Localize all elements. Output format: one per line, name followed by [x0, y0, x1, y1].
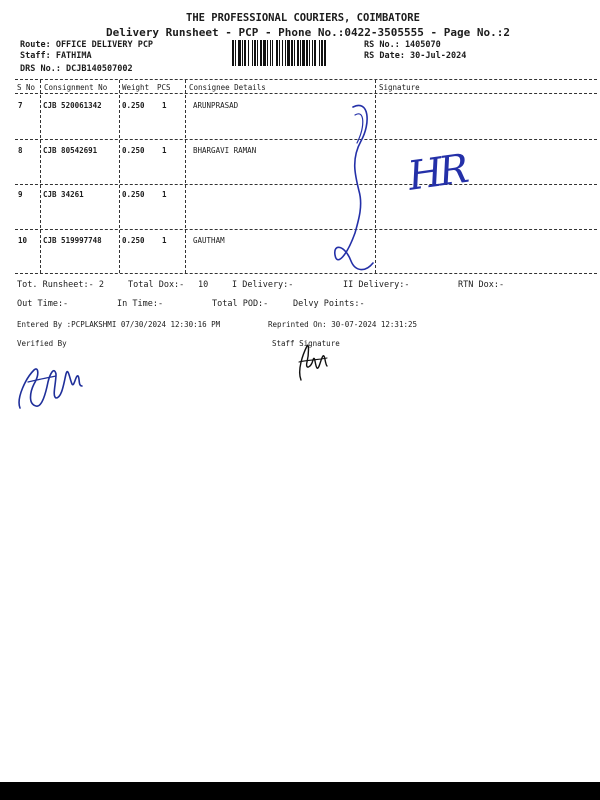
barcode-bar [285, 40, 286, 66]
barcode-bar [297, 40, 299, 66]
barcode-bar [272, 40, 273, 66]
row-pcs: 1 [162, 236, 167, 245]
barcode-bar [276, 40, 278, 66]
col-header-consignee: Consignee Details [189, 83, 266, 92]
reprinted-on: Reprinted On: 30-07-2024 12:31:25 [268, 320, 418, 329]
barcode-bar [321, 40, 323, 66]
ii-delivery: II Delivery:- [343, 280, 410, 290]
handwritten-bracket-mark [325, 95, 385, 280]
barcode-bar [260, 40, 262, 66]
col-header-weight: Weight [122, 83, 150, 92]
row-rule [15, 139, 597, 140]
total-pod: Total POD:- [212, 299, 269, 309]
barcode-bar [279, 40, 280, 66]
rtn-dox: RTN Dox:- [458, 280, 505, 290]
scan-edge-bar [0, 782, 600, 800]
table-top-rule [15, 79, 597, 80]
barcode-bar [235, 40, 236, 66]
barcode-bar [312, 40, 313, 66]
staff-signature-mark [293, 340, 333, 385]
delvy-points: Delvy Points:- [293, 299, 365, 309]
verified-by-signature [12, 352, 92, 414]
barcode-bar [314, 40, 316, 66]
handwritten-initials: HR [405, 146, 468, 200]
barcode-bar [242, 40, 243, 66]
barcode-bar [324, 40, 326, 66]
drs-number: DRS No.: DCJB140507002 [20, 64, 133, 74]
row-consignment: CJB 519997748 [43, 236, 102, 245]
col-header-consignment: Consignment No [44, 83, 108, 92]
row-weight: 0.250 [122, 236, 145, 245]
table-bottom-rule [15, 273, 597, 274]
runsheet-subtitle: Delivery Runsheet - PCP - Phone No.:0422-3505555 - Page No.:2 [106, 26, 510, 39]
barcode-bar [232, 40, 234, 66]
barcode-bar [244, 40, 246, 66]
row-rule [15, 184, 597, 185]
tot-runsheet: Tot. Runsheet:- 2 [17, 280, 104, 290]
barcode-bar [252, 40, 253, 66]
row-sno: 7 [18, 101, 23, 110]
row-rule [15, 229, 597, 230]
row-consignee: BHARGAVI RAMAN [193, 146, 257, 155]
staff-label: Staff: FATHIMA [20, 51, 92, 61]
barcode-bar [254, 40, 256, 66]
row-consignee: GAUTHAM [193, 236, 225, 245]
row-pcs: 1 [162, 101, 167, 110]
col-header-sno: S No [17, 83, 36, 92]
barcode-bar [306, 40, 308, 66]
i-delivery: I Delivery:- [232, 280, 294, 290]
col-header-signature: Signature [379, 83, 420, 92]
out-time: Out Time:- [17, 299, 69, 309]
staff-signature-label: Staff Signature [272, 339, 340, 348]
barcode-bar [248, 40, 249, 66]
row-pcs: 1 [162, 146, 167, 155]
row-weight: 0.250 [122, 190, 145, 199]
table-header-rule [15, 93, 597, 94]
barcode-bar [319, 40, 320, 66]
row-consignment: CJB 520061342 [43, 101, 102, 110]
row-consignment: CJB 80542691 [43, 146, 98, 155]
barcode-bar [294, 40, 295, 66]
barcode-graphic [232, 40, 357, 66]
barcode-bar [257, 40, 258, 66]
barcode-image [232, 40, 357, 66]
entered-by: Entered By :PCPLAKSHMI 07/30/2024 12:30:16 PM [17, 320, 221, 329]
in-time: In Time:- [117, 299, 164, 309]
barcode-bar [270, 40, 271, 66]
barcode-bar [291, 40, 293, 66]
route-label: Route: OFFICE DELIVERY PCP [20, 40, 154, 50]
row-sno: 8 [18, 146, 23, 155]
row-consignment: CJB 34261 [43, 190, 84, 199]
barcode-bar [300, 40, 301, 66]
barcode-bar [287, 40, 290, 66]
barcode-bar [309, 40, 310, 66]
row-sno: 9 [18, 190, 23, 199]
company-name: THE PROFESSIONAL COURIERS, COIMBATORE [186, 12, 420, 24]
col-divider-weight [185, 80, 186, 273]
col-header-pcs: PCS [157, 83, 171, 92]
barcode-bar [267, 40, 268, 66]
rs-number: RS No.: 1405070 [364, 40, 441, 50]
verified-by-label: Verified By [17, 339, 67, 348]
row-pcs: 1 [162, 190, 167, 199]
row-consignee: ARUNPRASAD [193, 101, 239, 110]
barcode-bar [282, 40, 283, 66]
total-dox-value: 10 [198, 280, 209, 290]
barcode-bar [238, 40, 241, 66]
barcode-bar [302, 40, 305, 66]
row-weight: 0.250 [122, 146, 145, 155]
rs-date: RS Date: 30-Jul-2024 [364, 51, 467, 61]
row-weight: 0.250 [122, 101, 145, 110]
barcode-bar [263, 40, 266, 66]
row-sno: 10 [18, 236, 28, 245]
total-dox-label: Total Dox:- [128, 280, 185, 290]
col-divider-consignment [119, 80, 120, 273]
col-divider-sno [40, 80, 41, 273]
